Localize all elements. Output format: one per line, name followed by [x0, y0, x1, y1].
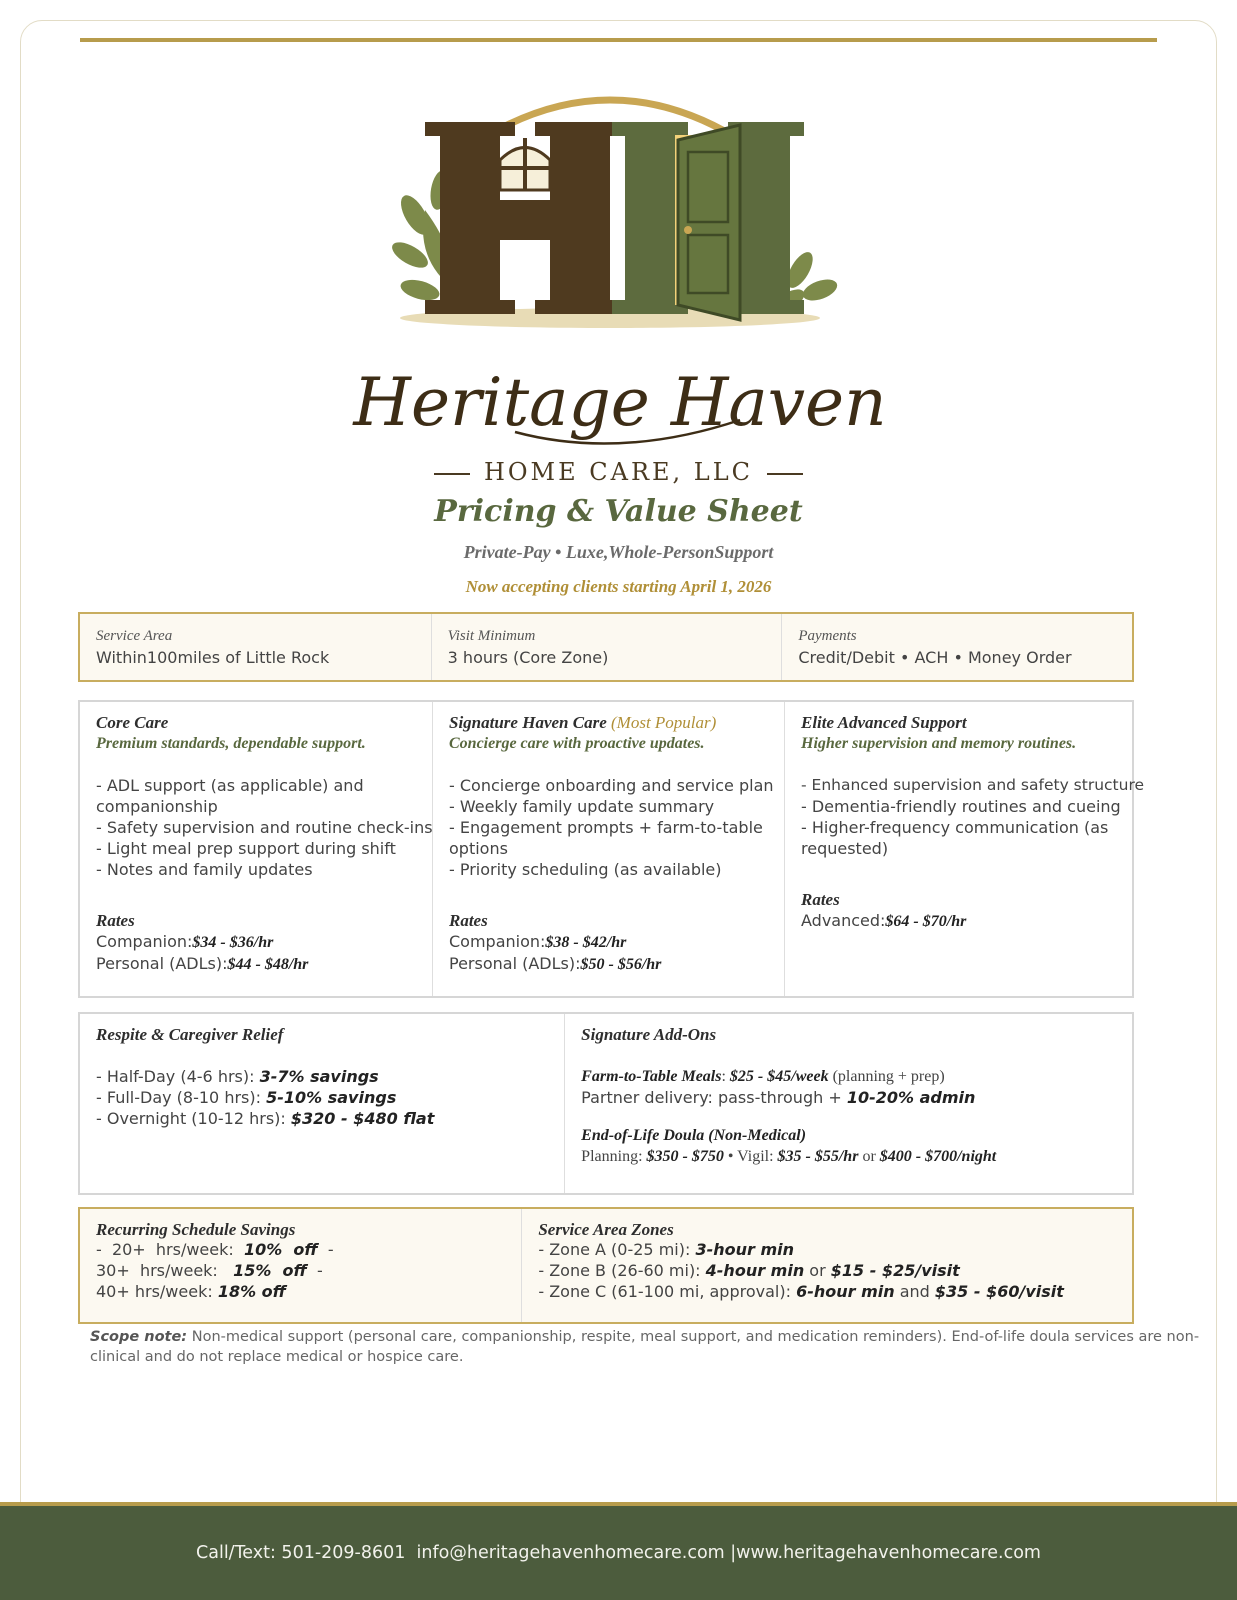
tier-name: Core Care — [96, 713, 169, 732]
respite-addons-panel — [78, 1012, 1134, 1195]
doula-or: or — [858, 1148, 880, 1165]
doula-night-price: $400 - $700/night — [879, 1148, 997, 1165]
respite-item-value: $320 - $480 flat — [290, 1109, 435, 1128]
rate-label: Companion: — [96, 932, 193, 951]
info-bar — [78, 612, 1134, 682]
page-subtitle: Private-Pay • Luxe,Whole-PersonSupport — [463, 542, 774, 562]
recurring-section — [80, 1209, 521, 1322]
tier-feature: companionship — [96, 797, 218, 816]
tier-name: Signature Haven Care — [449, 713, 607, 732]
top-rule — [80, 38, 1157, 42]
zone-and: and — [894, 1282, 935, 1301]
respite-section — [80, 1014, 564, 1193]
zone-or: or — [804, 1261, 831, 1280]
rates-label: Rates — [449, 911, 488, 930]
recurring-discount: 15% off — [233, 1261, 307, 1280]
zone-value: 3-hour min — [695, 1240, 795, 1259]
tier-feature: - Priority scheduling (as available) — [449, 860, 722, 879]
tier-feature: - Higher-frequency communication (as — [801, 818, 1109, 837]
info-service-area — [80, 614, 431, 680]
tier-feature: - Concierge onboarding and service plan — [449, 776, 774, 795]
tier-feature: - Light meal prep support during shift — [96, 839, 396, 858]
tier-feature: options — [449, 839, 508, 858]
addon-partner-value: 10-20% admin — [846, 1088, 976, 1107]
zone-label: - Zone A (0-25 mi): — [538, 1240, 696, 1259]
zone-label: - Zone B (26-60 mi): — [538, 1261, 706, 1280]
zones-title: Service Area Zones — [538, 1220, 674, 1239]
logo-subname — [0, 458, 1237, 486]
recurring-discount: 18% off — [217, 1282, 286, 1301]
zone-value: $15 - $25/visit — [830, 1261, 960, 1280]
rate-value: $34 - $36/hr — [192, 934, 274, 951]
tier-feature: - Engagement prompts + farm-to-table — [449, 818, 763, 837]
tier-feature: - Enhanced supervision and safety structure — [801, 776, 1145, 794]
doula-planning-price: $350 - $750 — [646, 1148, 724, 1165]
tier-feature: - Notes and family updates — [96, 860, 313, 879]
info-visit-minimum — [431, 614, 782, 680]
heritage-haven-logo — [320, 80, 920, 500]
most-popular-badge: (Most Popular) — [611, 713, 717, 732]
contact-footer — [0, 1502, 1237, 1600]
rate-value: $38 - $42/hr — [545, 934, 627, 951]
recurring-sep: - — [306, 1261, 323, 1280]
addons-section: Signature Add-Ons Farm-to-Table Meals: $25 - $45/week (planning + prep) Partner delivery: pass-through + 10-20% admin End-of-Life Doula (Non-Medical) Planning: $350 - $750 • Vigil: $35 - $55/hr or $400 - $700/night — [564, 1014, 1132, 1193]
recurring-sep: - — [317, 1240, 334, 1259]
tier-name: Elite Advanced Support — [801, 713, 967, 732]
zones-section — [521, 1209, 1132, 1322]
tier-feature: requested) — [801, 839, 889, 858]
addons-title: Signature Add-Ons — [581, 1025, 717, 1044]
addon-name: Farm-to-Table Meals — [581, 1068, 722, 1085]
recurring-discount: 10% off — [243, 1240, 318, 1259]
scope-text: Non-medical support (personal care, companionship, respite, meal support, and medication reminders). End-of-life doula services are non-clinical and do not replace medical or hospice care. — [90, 1329, 1200, 1365]
scope-label: Scope note: — [90, 1329, 188, 1345]
respite-item-label: - Half-Day (4-6 hrs): — [96, 1067, 260, 1086]
tier-feature: - Safety supervision and routine check-ins — [96, 818, 433, 837]
info-label: Visit Minimum — [447, 628, 536, 644]
zone-value: 4-hour min — [705, 1261, 805, 1280]
tiers-panel — [78, 700, 1145, 998]
info-value: Within100miles of Little Rock — [96, 648, 330, 667]
respite-title: Respite & Caregiver Relief — [96, 1025, 284, 1044]
logo-subname-text: HOME CARE, LLC — [483, 458, 754, 486]
tier-tagline: Higher supervision and memory routines. — [801, 735, 1077, 752]
rate-label: Advanced: — [801, 911, 886, 930]
rate-label: Personal (ADLs): — [449, 954, 581, 973]
recurring-label: - 20+ hrs/week: — [96, 1240, 244, 1259]
page-title: Pricing & Value Sheet — [434, 494, 803, 529]
doula-vigil-price: $35 - $55/hr — [777, 1148, 859, 1165]
scope-note — [90, 1327, 1230, 1367]
respite-item-label: - Full-Day (8-10 hrs): — [96, 1088, 267, 1107]
tier-tagline: Concierge care with proactive updates. — [449, 735, 705, 752]
respite-item-value: 5-10% savings — [266, 1088, 397, 1107]
contact-line[interactable]: Call/Text: 501-209-8601 info@heritagehavenhomecare.com |www.heritagehavenhomecare.com — [196, 1543, 1041, 1563]
respite-item-value: 3-7% savings — [259, 1067, 379, 1086]
addon-partner-text: Partner delivery: pass-through + — [581, 1088, 847, 1107]
tier-elite — [784, 702, 1145, 996]
logo-script-name: Heritage Haven — [353, 364, 887, 441]
rate-label: Companion: — [449, 932, 546, 951]
zone-value: 6-hour min — [796, 1282, 895, 1301]
accepting-notice: Now accepting clients starting April 1, 2026 — [465, 577, 772, 596]
recurring-label: 30+ hrs/week: — [96, 1261, 234, 1280]
info-label: Payments — [798, 628, 857, 644]
zone-label: - Zone C (61-100 mi, approval): — [538, 1282, 797, 1301]
tier-feature: - Weekly family update summary — [449, 797, 715, 816]
rate-value: $50 - $56/hr — [580, 956, 662, 973]
info-value: 3 hours (Core Zone) — [447, 648, 609, 667]
rates-label: Rates — [96, 911, 135, 930]
addon-note: (planning + prep) — [828, 1068, 945, 1085]
addon-price: $25 - $45/week — [729, 1068, 829, 1085]
tier-core — [80, 702, 432, 996]
info-value: Credit/Debit • ACH • Money Order — [798, 648, 1072, 667]
info-payments — [781, 614, 1132, 680]
recurring-label: 40+ hrs/week: — [96, 1282, 218, 1301]
respite-item-label: - Overnight (10-12 hrs): — [96, 1109, 291, 1128]
tier-signature — [432, 702, 784, 996]
doula-vigil-label: • Vigil: — [723, 1148, 778, 1165]
rate-value: $44 - $48/hr — [227, 956, 309, 973]
tier-feature: - Dementia-friendly routines and cueing — [801, 797, 1121, 816]
tier-feature: - ADL support (as applicable) and — [96, 776, 364, 795]
doula-title: End-of-Life Doula (Non-Medical) — [581, 1127, 807, 1144]
savings-zones-panel — [78, 1207, 1134, 1324]
rate-value: $64 - $70/hr — [885, 913, 967, 930]
rate-label: Personal (ADLs): — [96, 954, 228, 973]
info-label: Service Area — [96, 628, 173, 644]
rates-label: Rates — [801, 890, 840, 909]
doula-planning-label: Planning: — [581, 1148, 647, 1165]
recurring-title: Recurring Schedule Savings — [96, 1220, 296, 1239]
zone-value: $35 - $60/visit — [934, 1282, 1064, 1301]
tier-tagline: Premium standards, dependable support. — [96, 735, 366, 752]
